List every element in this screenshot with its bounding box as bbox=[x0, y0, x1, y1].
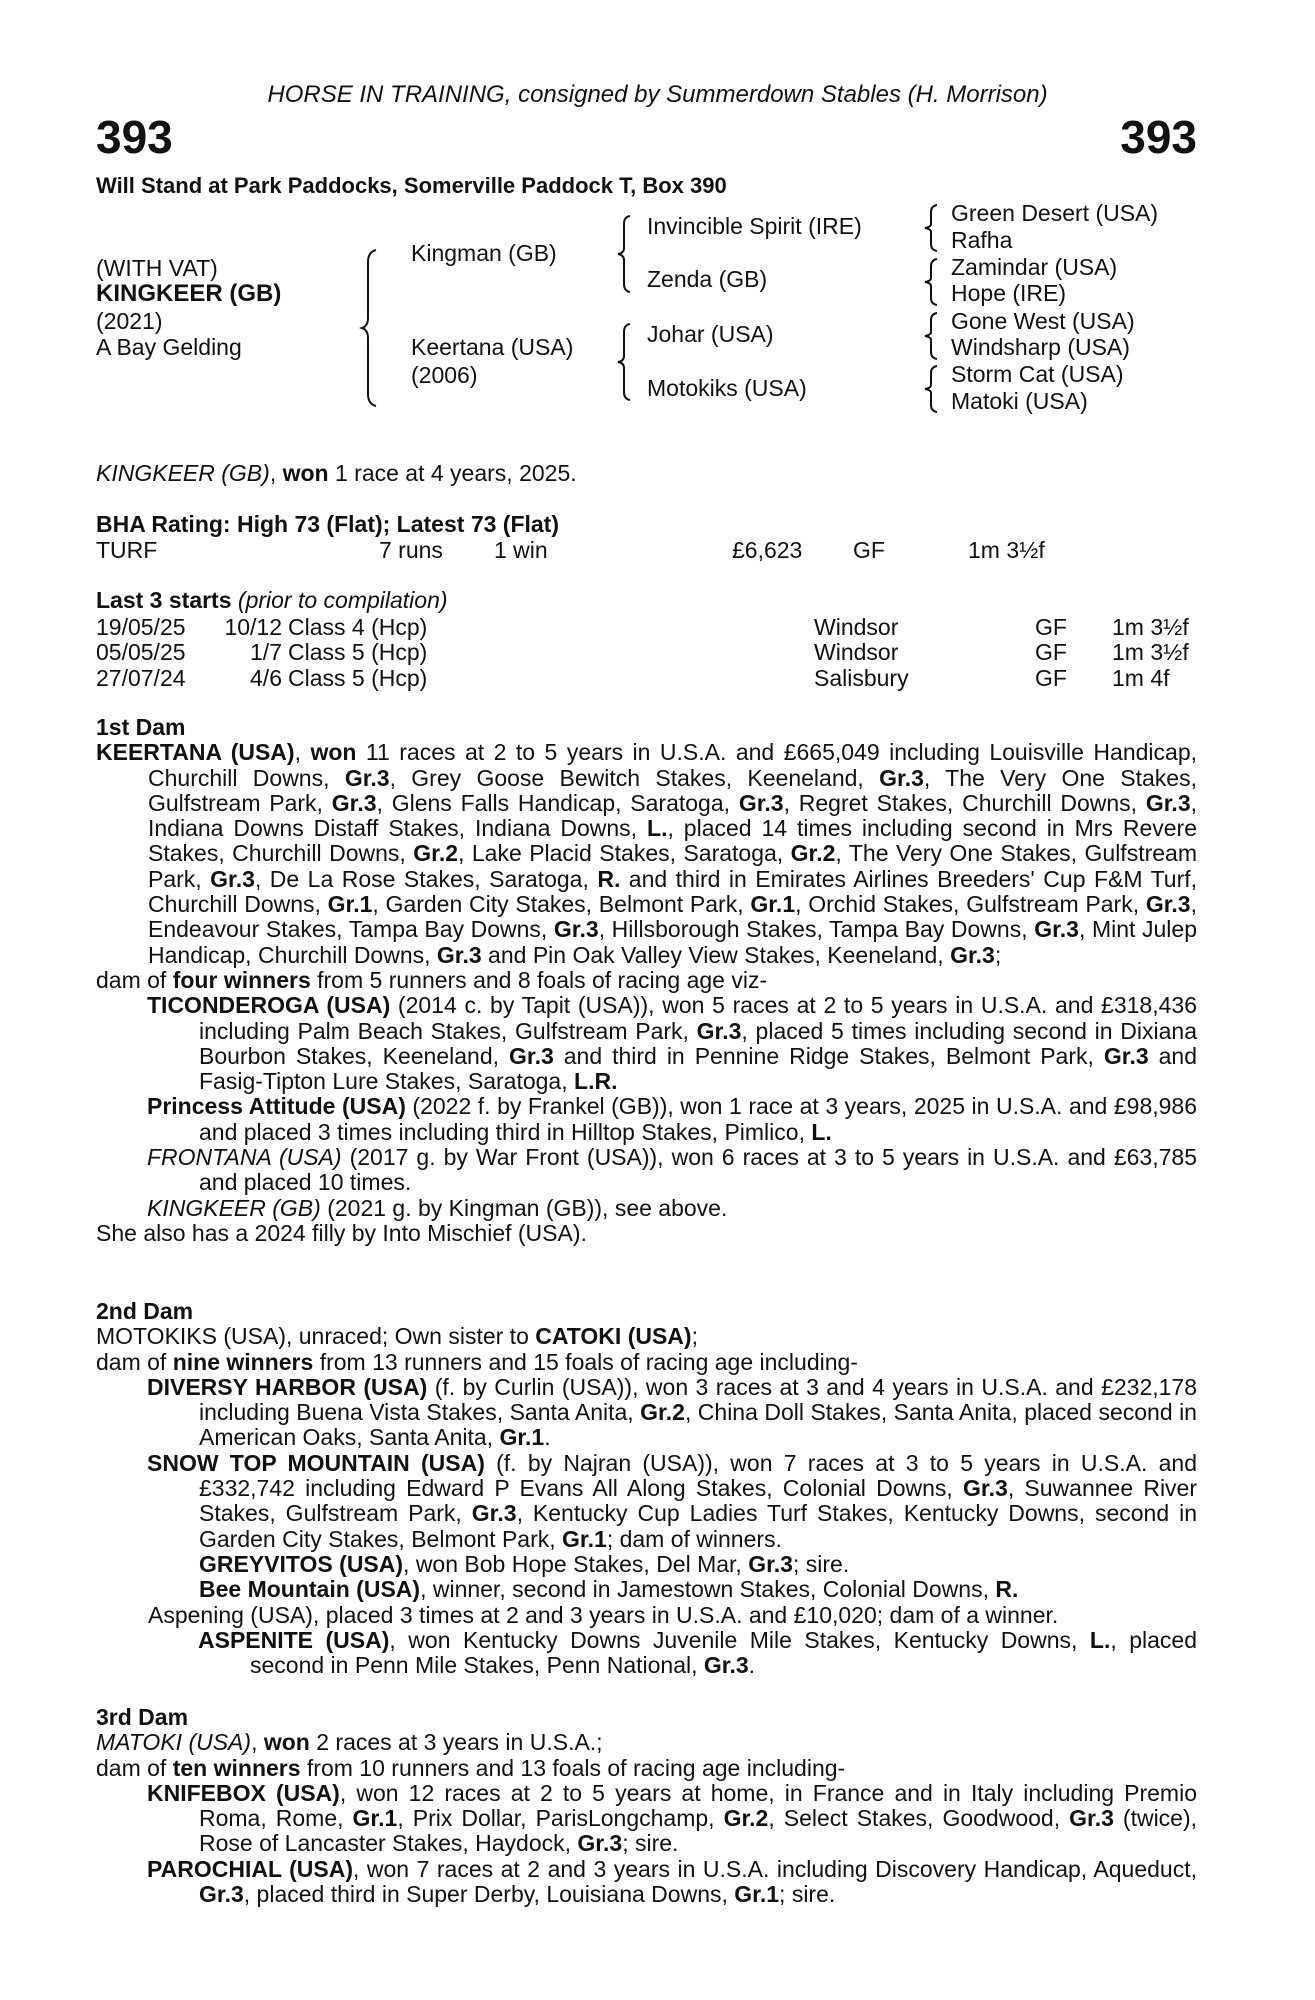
bold-text: SNOW TOP MOUNTAIN (USA) bbox=[147, 1449, 485, 1476]
produce-summary bbox=[96, 968, 1197, 993]
bold-text: TICONDEROGA (USA) bbox=[147, 992, 391, 1019]
sire-sire: Invincible Spirit (IRE) bbox=[647, 213, 862, 239]
bold-text: Gr.3 bbox=[509, 1042, 554, 1069]
bold-text: Princess Attitude (USA) bbox=[147, 1093, 406, 1120]
bold-text: DIVERSY HARBOR (USA) bbox=[147, 1373, 428, 1400]
text: 11 races at 2 to 5 years in U.S.A. and £665,049 including Louisville Handicap, Churchill Downs, bbox=[148, 739, 1197, 791]
text: , De La Rose Stakes, Saratoga, bbox=[254, 865, 598, 892]
wins: 1 win bbox=[494, 537, 548, 563]
bold-text: Gr.1 bbox=[499, 1424, 545, 1451]
section-heading: 1st Dam bbox=[96, 714, 186, 740]
first-dam-section bbox=[96, 715, 1197, 1246]
race-summary bbox=[96, 461, 1197, 486]
produce-entry bbox=[96, 1094, 1197, 1145]
produce-summary bbox=[96, 1756, 1197, 1781]
bold-text: L. bbox=[647, 815, 668, 842]
bold-text: R. bbox=[597, 865, 621, 892]
bold-text: CATOKI (USA) bbox=[535, 1323, 692, 1350]
start-date: 27/07/24 bbox=[96, 664, 186, 691]
text: dam of bbox=[96, 966, 173, 993]
bold-text: Gr.1 bbox=[352, 1805, 398, 1832]
grand-produce-entry bbox=[96, 1577, 1197, 1602]
brace-icon bbox=[925, 257, 941, 307]
text: and Pin Oak Valley View Stakes, Keeneland, bbox=[481, 941, 951, 968]
start-going: GF bbox=[1035, 664, 1067, 691]
produce-summary bbox=[96, 1350, 1197, 1375]
text: dam of bbox=[96, 1348, 173, 1375]
bold-text: KEERTANA (USA) bbox=[96, 739, 295, 766]
text: , Hillsborough Stakes, Tampa Bay Downs, bbox=[598, 916, 1035, 943]
text: , Garden City Stakes, Belmont Park, bbox=[372, 891, 751, 918]
produce-entry bbox=[96, 1781, 1197, 1857]
bold-text: Gr.3 bbox=[963, 1475, 1008, 1502]
text: , Mint Julep Handicap, Churchill Downs, bbox=[148, 916, 1197, 968]
text: , bbox=[269, 460, 283, 486]
bold-text: four winners bbox=[172, 966, 311, 993]
dam-year: (2006) bbox=[411, 362, 478, 388]
consignment-header: HORSE IN TRAINING, consigned by Summerdown Stables (H. Morrison) bbox=[267, 81, 1048, 108]
bold-text: Gr.3 bbox=[703, 1652, 749, 1679]
text: , winner, second in Jamestown Stakes, Colonial Downs, bbox=[420, 1576, 996, 1603]
produce-entry bbox=[96, 1196, 1197, 1221]
start-pos: 4/6 bbox=[250, 664, 282, 691]
ancestor-gen3: Rafha bbox=[951, 227, 1013, 253]
produce-note bbox=[96, 1221, 1197, 1246]
text: , Grey Goose Bewitch Stakes, Keeneland, bbox=[389, 764, 880, 791]
bold-text: Gr.1 bbox=[327, 891, 373, 918]
bold-text: won bbox=[282, 460, 329, 486]
lot-number-right: 393 bbox=[1120, 111, 1197, 163]
text: ; sire. bbox=[622, 1830, 679, 1857]
bold-text: Gr.3 bbox=[344, 764, 390, 791]
text: , placed third in Super Derby, Louisiana Downs, bbox=[243, 1881, 735, 1908]
start-date: 05/05/25 bbox=[96, 639, 186, 666]
text: 2 races at 3 years in U.S.A.; bbox=[309, 1729, 603, 1756]
earnings: £6,623 bbox=[732, 537, 803, 563]
ancestor-gen3: Storm Cat (USA) bbox=[951, 361, 1124, 387]
bold-text: Gr.2 bbox=[413, 840, 459, 867]
bold-text: PAROCHIAL (USA) bbox=[147, 1855, 353, 1882]
foaling-year: (2021) bbox=[96, 308, 163, 334]
text: , placed 5 times including second in Dixiana Bourbon Stakes, Keeneland, bbox=[199, 1017, 1198, 1069]
text: (2021 g. by Kingman (GB)), see above. bbox=[320, 1194, 728, 1221]
bold-text: Gr.3 bbox=[879, 764, 924, 791]
bold-text: Gr.2 bbox=[640, 1399, 685, 1426]
text: (2014 c. by Tapit (USA)), won 5 races at 2 to 5 years in U.S.A. and £318,436 including Palm Beach Stakes, Gulfstream Park, bbox=[199, 992, 1197, 1044]
produce-entry bbox=[96, 1145, 1197, 1196]
horse-name: KINGKEER (GB) bbox=[96, 280, 282, 307]
bold-text: ASPENITE (USA) bbox=[198, 1626, 390, 1653]
bold-text: Gr.3 bbox=[471, 1500, 517, 1527]
text: 1 race at 4 years, 2025. bbox=[328, 460, 577, 486]
brace-icon bbox=[925, 364, 941, 414]
bha-rating: BHA Rating: High 73 (Flat); Latest 73 (Flat) bbox=[96, 511, 559, 537]
text: from 10 runners and 13 foals of racing age including- bbox=[300, 1754, 846, 1781]
bold-text: L.R. bbox=[574, 1068, 618, 1095]
text: , Glens Falls Handicap, Saratoga, bbox=[376, 789, 739, 816]
text: , won 12 races at 2 to 5 years at home, in France and in Italy including Premio Roma, Rome, bbox=[199, 1779, 1197, 1832]
text: (twice), Rose of Lancaster Stakes, Haydock, bbox=[199, 1805, 1198, 1857]
dam-record bbox=[96, 740, 1197, 968]
bold-text: Gr.1 bbox=[734, 1881, 780, 1908]
lot-number-left: 393 bbox=[96, 111, 173, 163]
ancestor-gen3: Windsharp (USA) bbox=[951, 334, 1130, 360]
start-pos: 1/7 bbox=[250, 639, 282, 666]
text: . bbox=[544, 1424, 551, 1451]
horse-description: A Bay Gelding bbox=[96, 334, 242, 360]
bold-text: Gr.3 bbox=[436, 941, 482, 968]
distance: 1m 3½f bbox=[968, 537, 1045, 563]
brace-icon bbox=[618, 322, 634, 402]
text: , bbox=[294, 739, 311, 766]
produce-entry bbox=[96, 1375, 1197, 1451]
brace-icon bbox=[618, 214, 634, 294]
text: (2022 f. by Frankel (GB)), won 1 race at 3 years, 2025 in U.S.A. and £98,986 and placed 3 times including third in Hilltop Stakes, Pimlico, bbox=[199, 1093, 1198, 1145]
text: , Lake Placid Stakes, Saratoga, bbox=[458, 840, 791, 867]
going: GF bbox=[853, 537, 885, 563]
brace-icon bbox=[362, 248, 382, 408]
bold-text: Gr.2 bbox=[723, 1805, 769, 1832]
text: and third in Pennine Ridge Stakes, Belmont Park, bbox=[553, 1042, 1104, 1069]
text: , Endeavour Stakes, Tampa Bay Downs, bbox=[148, 891, 1197, 943]
text: , Prix Dollar, ParisLongchamp, bbox=[397, 1805, 724, 1832]
bold-text: Gr.3 bbox=[738, 789, 784, 816]
dam-record bbox=[96, 1730, 1197, 1755]
ancestor-gen3: Zamindar (USA) bbox=[951, 254, 1118, 280]
bold-text: ten winners bbox=[172, 1754, 301, 1781]
text: dam of bbox=[96, 1754, 173, 1781]
bold-text: Gr.3 bbox=[577, 1830, 623, 1857]
bold-text: R. bbox=[995, 1576, 1019, 1603]
produce-entry bbox=[96, 1451, 1197, 1552]
bold-text: Gr.3 bbox=[1069, 1805, 1114, 1832]
text: , won Bob Hope Stakes, Del Mar, bbox=[403, 1550, 749, 1577]
summary-text bbox=[96, 461, 1197, 486]
start-going: GF bbox=[1035, 639, 1067, 666]
text: , The Very One Stakes, Gulfstream Park, bbox=[148, 840, 1197, 892]
start-distance: 1m 4f bbox=[1112, 664, 1170, 691]
produce-entry bbox=[96, 993, 1197, 1094]
text: , Regret Stakes, Churchill Downs, bbox=[783, 789, 1146, 816]
dam-dam: Motokiks (USA) bbox=[647, 375, 807, 401]
text: ; bbox=[994, 941, 1002, 968]
text: and third in Emirates Airlines Breeders' Cup F&M Turf, Churchill Downs, bbox=[148, 865, 1198, 918]
text: ; sire. bbox=[792, 1550, 850, 1577]
text: , Kentucky Cup Ladies Turf Stakes, Kentucky Downs, second in Garden City Stakes, Belmont Park, bbox=[199, 1500, 1198, 1552]
bold-text: KNIFEBOX (USA) bbox=[147, 1779, 340, 1806]
bold-text: GREYVITOS (USA) bbox=[199, 1550, 404, 1577]
text: Aspening (USA), placed 3 times at 2 and 3 years in U.S.A. and £10,020; dam of a winner. bbox=[148, 1601, 1059, 1628]
bold-text: Gr.3 bbox=[1145, 891, 1191, 918]
text: ; bbox=[691, 1323, 698, 1350]
bold-text: Gr.2 bbox=[790, 840, 836, 867]
italic-text: FRONTANA (USA) bbox=[147, 1144, 342, 1171]
text: , Indiana Downs Distaff Stakes, Indiana Downs, bbox=[148, 789, 1198, 842]
start-distance: 1m 3½f bbox=[1112, 614, 1189, 640]
ancestor-gen3: Matoki (USA) bbox=[951, 388, 1088, 414]
text: , placed second in Penn Mile Stakes, Penn National, bbox=[250, 1626, 1198, 1679]
dam: Keertana (USA) bbox=[411, 334, 574, 360]
ancestor-gen3: Gone West (USA) bbox=[951, 308, 1135, 334]
bold-text: L. bbox=[811, 1118, 832, 1145]
start-pos: 10/12 bbox=[224, 614, 282, 640]
text: , Suwannee River Stakes, Gulfstream Park, bbox=[199, 1475, 1197, 1527]
text: from 5 runners and 8 foals of racing age viz- bbox=[310, 966, 768, 993]
bold-text: Gr.1 bbox=[562, 1525, 607, 1552]
ancestor-gen3: Hope (IRE) bbox=[951, 280, 1067, 306]
bold-text: Gr.3 bbox=[331, 789, 377, 816]
runs: 7 runs bbox=[379, 537, 443, 563]
last-starts-note: (prior to compilation) bbox=[237, 587, 448, 613]
text: , Select Stakes, Goodwood, bbox=[768, 1805, 1070, 1832]
text: , bbox=[251, 1729, 264, 1756]
text: (2017 g. by War Front (USA)), won 6 races at 3 to 5 years in U.S.A. and £63,785 and placed 10 times. bbox=[199, 1144, 1197, 1196]
vat-status: (WITH VAT) bbox=[96, 255, 218, 281]
second-dam-section bbox=[96, 1299, 1197, 1678]
text: . bbox=[748, 1652, 756, 1679]
bold-text: L. bbox=[1089, 1626, 1111, 1653]
last-starts-title: Last 3 starts bbox=[96, 587, 232, 613]
text: , won Kentucky Downs Juvenile Mile Stakes, Kentucky Downs, bbox=[389, 1626, 1090, 1653]
start-class: Class 4 (Hcp) bbox=[288, 614, 428, 640]
text: ; dam of winners. bbox=[606, 1525, 782, 1552]
text: , Orchid Stakes, Gulfstream Park, bbox=[795, 891, 1146, 918]
bold-text: won bbox=[310, 739, 357, 766]
produce-entry bbox=[96, 1603, 1197, 1628]
text: She also has a 2024 filly by Into Mischief (USA). bbox=[96, 1219, 587, 1246]
bold-text: Gr.3 bbox=[950, 941, 995, 968]
sire: Kingman (GB) bbox=[411, 240, 557, 266]
section-heading: 3rd Dam bbox=[96, 1704, 189, 1730]
bold-text: won bbox=[263, 1729, 310, 1756]
bold-text: Gr.1 bbox=[750, 891, 796, 918]
grand-produce-entry bbox=[96, 1552, 1197, 1577]
text: , The Very One Stakes, Gulfstream Park, bbox=[148, 764, 1197, 816]
text: , placed 14 times including second in Mrs Revere Stakes, Churchill Downs, bbox=[148, 815, 1197, 867]
text: , China Doll Stakes, Santa Anita, placed second in American Oaks, Santa Anita, bbox=[199, 1399, 1197, 1451]
surface: TURF bbox=[96, 537, 158, 563]
third-dam-section bbox=[96, 1705, 1197, 1907]
start-venue: Windsor bbox=[814, 614, 899, 640]
bold-text: Gr.3 bbox=[1145, 789, 1191, 816]
bold-text: nine winners bbox=[172, 1348, 314, 1375]
bold-text: Gr.3 bbox=[553, 916, 599, 943]
bold-text: Gr.3 bbox=[1034, 916, 1079, 943]
start-class: Class 5 (Hcp) bbox=[288, 639, 428, 666]
italic-text: KINGKEER (GB) bbox=[147, 1194, 321, 1221]
start-distance: 1m 3½f bbox=[1112, 639, 1189, 666]
bold-text: Gr.3 bbox=[199, 1881, 244, 1908]
text: ; sire. bbox=[779, 1881, 836, 1908]
bold-text: Gr.3 bbox=[696, 1017, 742, 1044]
bold-text: Gr.3 bbox=[1103, 1042, 1149, 1069]
text: (f. by Curlin (USA)), won 3 races at 3 and 4 years in U.S.A. and £232,178 including Buena Vista Stakes, Santa Anita, bbox=[199, 1373, 1198, 1426]
brace-icon bbox=[925, 203, 941, 253]
start-date: 19/05/25 bbox=[96, 614, 186, 640]
bold-text: Gr.3 bbox=[748, 1550, 793, 1577]
bold-text: Bee Mountain (USA) bbox=[199, 1576, 421, 1603]
section-heading: 2nd Dam bbox=[96, 1298, 194, 1324]
italic-text: MATOKI (USA) bbox=[96, 1729, 252, 1756]
dam-record bbox=[96, 1324, 1197, 1349]
stabling-location: Will Stand at Park Paddocks, Somerville Paddock T, Box 390 bbox=[96, 173, 727, 198]
start-venue: Salisbury bbox=[814, 664, 909, 691]
ancestor-gen3: Green Desert (USA) bbox=[951, 200, 1159, 226]
start-venue: Windsor bbox=[814, 639, 899, 666]
grand-produce-entry bbox=[96, 1628, 1197, 1679]
text: and Fasig-Tipton Lure Stakes, Saratoga, bbox=[199, 1042, 1198, 1095]
start-class: Class 5 (Hcp) bbox=[288, 664, 428, 691]
text: from 13 runners and 15 foals of racing age including- bbox=[313, 1348, 858, 1375]
text: , won 7 races at 2 and 3 years in U.S.A. including Discovery Handicap, Aqueduct, bbox=[352, 1855, 1197, 1882]
italic-text: KINGKEER (GB) bbox=[96, 460, 270, 486]
text: MOTOKIKS (USA), unraced; Own sister to bbox=[96, 1323, 536, 1350]
sire-dam: Zenda (GB) bbox=[647, 266, 768, 292]
text: (f. by Najran (USA)), won 7 races at 3 to 5 years in U.S.A. and £332,742 including Edward P Evans All Along Stakes, Colonial Downs, bbox=[199, 1449, 1197, 1502]
dam-sire: Johar (USA) bbox=[647, 321, 774, 347]
brace-icon bbox=[925, 311, 941, 361]
start-going: GF bbox=[1035, 614, 1067, 640]
bold-text: Gr.3 bbox=[210, 865, 255, 892]
produce-entry bbox=[96, 1857, 1197, 1908]
